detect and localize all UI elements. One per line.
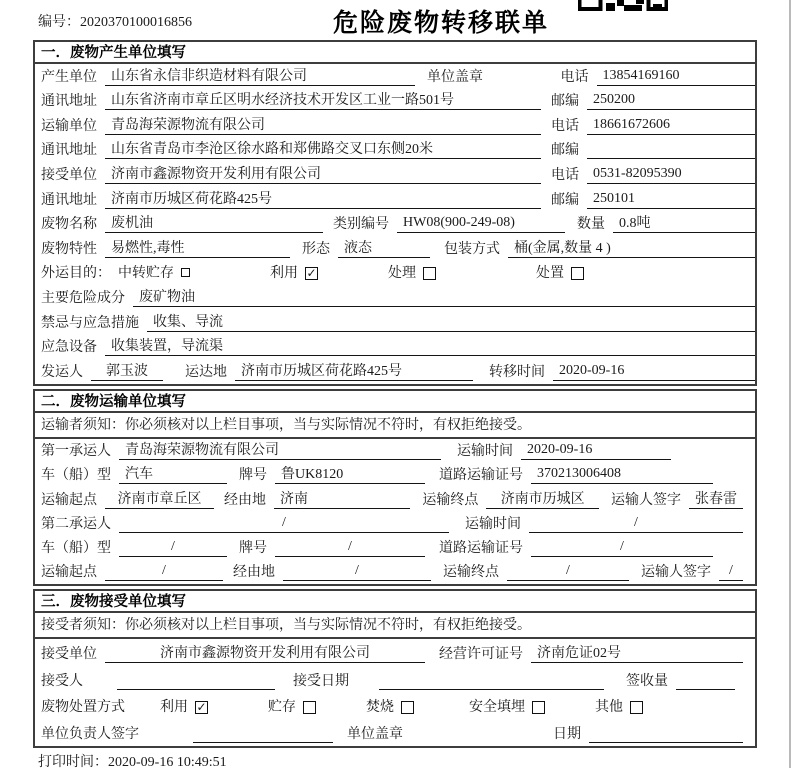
plate-label: 牌号 bbox=[239, 540, 267, 556]
page-title: 危险废物转移联单 bbox=[333, 9, 550, 37]
disposal-use-option bbox=[160, 696, 208, 716]
purpose-transfer-storage-checkbox[interactable] bbox=[181, 268, 190, 277]
first-route-via-field[interactable]: 济南 bbox=[274, 488, 410, 509]
phone-label: 电话 bbox=[551, 168, 579, 184]
scan-edge-line bbox=[789, 0, 791, 768]
disposal-burn-checkbox[interactable] bbox=[401, 701, 414, 714]
row-taboo-measures bbox=[35, 310, 755, 335]
accept-date-field[interactable] bbox=[379, 672, 604, 690]
receiver-notice: 接受者须知：你必须核对以上栏目事项，当与实际情况不符时，有权拒绝接受。 bbox=[35, 613, 755, 639]
producer-label: 产生单位 bbox=[41, 69, 97, 85]
section-transporter bbox=[33, 389, 757, 586]
section-producer-rows bbox=[35, 64, 755, 384]
acceptor-field[interactable] bbox=[117, 672, 275, 690]
document-number bbox=[38, 11, 192, 31]
row-responsible-signature bbox=[35, 719, 755, 746]
purpose-transfer-storage-label: 中转贮存 bbox=[118, 266, 174, 282]
acceptor-label: 接受人 bbox=[41, 673, 83, 689]
dispatcher-label: 发运人 bbox=[41, 364, 83, 380]
second-carrier-label: 第二承运人 bbox=[41, 516, 111, 532]
purpose-use-checkbox[interactable]: ✓ bbox=[306, 265, 317, 280]
received-quantity-label: 签收量 bbox=[626, 673, 668, 689]
address-label: 通讯地址 bbox=[41, 94, 97, 110]
accepting-unit-field[interactable]: 济南市鑫源物资开发利用有限公司 bbox=[105, 642, 425, 663]
purpose-use-option bbox=[270, 262, 318, 282]
zip-label: 邮编 bbox=[551, 143, 579, 159]
waste-name-field[interactable]: 废机油 bbox=[105, 212, 323, 233]
category-code-label: 类别编号 bbox=[333, 217, 389, 233]
qr-code-icon bbox=[578, 0, 668, 11]
row-receiver-address bbox=[35, 187, 755, 212]
receiver-address-field[interactable]: 济南市历城区荷花路425号 bbox=[105, 188, 541, 209]
transporter-address-field[interactable]: 山东省青岛市李沧区徐水路和郑佛路交叉口东侧20米 bbox=[105, 138, 541, 159]
taboo-measures-label: 禁忌与应急措施 bbox=[41, 315, 139, 331]
print-time-label: 打印时间： bbox=[38, 755, 108, 768]
date-label: 日期 bbox=[553, 727, 581, 742]
road-license-label: 道路运输证号 bbox=[439, 468, 523, 484]
section-receiver-rows bbox=[35, 639, 755, 746]
section-producer-title: 一．废物产生单位填写 bbox=[35, 42, 755, 64]
vehicle-type-label: 车（船）型 bbox=[41, 540, 111, 556]
row-disposal-method bbox=[35, 693, 755, 720]
taboo-measures-field[interactable]: 收集、导流 bbox=[147, 311, 755, 332]
responsible-signature-label: 单位负责人签字 bbox=[41, 727, 139, 742]
category-code-field[interactable]: HW08(900-249-08) bbox=[397, 215, 565, 233]
second-plate-field[interactable]: / bbox=[275, 539, 425, 557]
disposal-landfill-option bbox=[469, 696, 545, 716]
row-transporter-address bbox=[35, 138, 755, 163]
row-second-route bbox=[35, 560, 755, 584]
address-label: 通讯地址 bbox=[41, 143, 97, 159]
disposal-burn-option bbox=[366, 696, 414, 716]
row-waste-name bbox=[35, 212, 755, 237]
responsible-signature-field[interactable] bbox=[193, 725, 333, 743]
disposal-use-label: 利用 bbox=[160, 700, 188, 716]
transfer-time-field[interactable]: 2020-09-16 bbox=[553, 363, 755, 381]
row-transporter bbox=[35, 113, 755, 138]
purpose-use-label: 利用 bbox=[270, 266, 298, 282]
destination-field[interactable]: 济南市历城区荷花路425号 bbox=[235, 360, 473, 381]
route-start-label: 运输起点 bbox=[41, 492, 97, 508]
second-transport-time-field[interactable]: / bbox=[529, 515, 743, 533]
phone-label: 电话 bbox=[560, 69, 589, 85]
business-license-label: 经营许可证号 bbox=[439, 646, 523, 662]
route-end-label: 运输终点 bbox=[422, 492, 479, 508]
purpose-dispose-option bbox=[536, 262, 584, 282]
form-field[interactable]: 液态 bbox=[338, 237, 430, 258]
transport-time-label: 运输时间 bbox=[465, 516, 521, 532]
print-time bbox=[38, 751, 227, 768]
first-transport-time-field[interactable]: 2020-09-16 bbox=[521, 442, 671, 460]
row-first-vehicle bbox=[35, 463, 755, 487]
row-first-route bbox=[35, 487, 755, 511]
route-via-label: 经由地 bbox=[233, 565, 275, 581]
disposal-method-label: 废物处置方式 bbox=[41, 700, 125, 716]
receiver-field[interactable]: 济南市鑫源物资开发利用有限公司 bbox=[105, 163, 541, 184]
transfer-purpose-label: 外运目的： bbox=[41, 266, 111, 282]
row-hazard-component bbox=[35, 285, 755, 310]
disposal-store-checkbox[interactable] bbox=[303, 701, 316, 714]
waste-property-field[interactable]: 易燃性,毒性 bbox=[105, 237, 290, 258]
section-transporter-rows bbox=[35, 439, 755, 584]
accepting-unit-label: 接受单位 bbox=[41, 646, 97, 662]
route-via-label: 经由地 bbox=[223, 492, 266, 508]
second-road-license-field[interactable]: / bbox=[531, 539, 713, 557]
disposal-store-option bbox=[268, 696, 316, 716]
transport-time-label: 运输时间 bbox=[457, 444, 513, 460]
plate-label: 牌号 bbox=[239, 468, 267, 484]
section-receiver bbox=[33, 589, 757, 748]
first-plate-field[interactable]: 鲁UK8120 bbox=[275, 463, 425, 484]
row-second-vehicle bbox=[35, 536, 755, 560]
carrier-signature-label: 运输人签字 bbox=[641, 565, 711, 581]
disposal-use-checkbox[interactable]: ✓ bbox=[196, 699, 207, 714]
row-second-carrier bbox=[35, 512, 755, 536]
vehicle-type-label: 车（船）型 bbox=[41, 468, 111, 484]
sign-date-field[interactable] bbox=[589, 725, 743, 743]
first-carrier-field[interactable]: 青岛海荣源物流有限公司 bbox=[119, 439, 441, 460]
purpose-dispose-checkbox[interactable] bbox=[571, 267, 584, 280]
purpose-treat-label: 处理 bbox=[388, 266, 416, 282]
row-transfer-purpose bbox=[35, 261, 755, 286]
disposal-landfill-label: 安全填埋 bbox=[469, 700, 525, 716]
seal-label: 单位盖章 bbox=[427, 69, 483, 85]
second-route-via-field[interactable]: / bbox=[283, 563, 431, 581]
transporter-field[interactable]: 青岛海荣源物流有限公司 bbox=[105, 114, 541, 135]
transfer-time-label: 转移时间 bbox=[489, 364, 545, 380]
purpose-dispose-label: 处置 bbox=[536, 266, 564, 282]
transporter-zip-field[interactable] bbox=[587, 141, 755, 159]
row-producer bbox=[35, 64, 755, 89]
form-label: 形态 bbox=[302, 241, 330, 257]
print-time-value: 2020-09-16 10:49:51 bbox=[108, 755, 227, 768]
second-route-start-field[interactable]: / bbox=[105, 563, 223, 581]
waste-name-label: 废物名称 bbox=[41, 217, 97, 233]
section-transporter-title: 二．废物运输单位填写 bbox=[35, 391, 755, 413]
section-producer bbox=[33, 40, 757, 386]
route-start-label: 运输起点 bbox=[41, 565, 97, 581]
received-quantity-field[interactable] bbox=[676, 672, 735, 690]
carrier-signature-label: 运输人签字 bbox=[611, 492, 681, 508]
disposal-burn-label: 焚烧 bbox=[366, 700, 394, 716]
disposal-other-checkbox[interactable] bbox=[630, 701, 643, 714]
purpose-treat-option bbox=[388, 262, 436, 282]
section-receiver-title: 三．废物接受单位填写 bbox=[35, 591, 755, 613]
zip-label: 邮编 bbox=[551, 192, 579, 208]
second-carrier-signature-field[interactable]: / bbox=[719, 563, 743, 581]
dispatcher-field[interactable]: 郭玉波 bbox=[91, 360, 163, 381]
unit-seal-label: 单位盖章 bbox=[347, 727, 403, 742]
destination-label: 运达地 bbox=[185, 364, 227, 380]
disposal-landfill-checkbox[interactable] bbox=[532, 701, 545, 714]
address-label: 通讯地址 bbox=[41, 192, 97, 208]
row-waste-property bbox=[35, 236, 755, 261]
producer-address-field[interactable]: 山东省济南市章丘区明水经济技术开发区工业一路501号 bbox=[105, 89, 541, 110]
accept-date-label: 接受日期 bbox=[293, 673, 349, 689]
row-receiver bbox=[35, 162, 755, 187]
emergency-equipment-field[interactable]: 收集装置，导流渠 bbox=[105, 335, 755, 356]
row-acceptor bbox=[35, 666, 755, 693]
second-route-end-field[interactable]: / bbox=[507, 563, 629, 581]
first-road-license-field[interactable]: 370213006408 bbox=[531, 466, 713, 484]
row-emergency-equipment bbox=[35, 335, 755, 360]
row-first-carrier bbox=[35, 439, 755, 463]
waste-property-label: 废物特性 bbox=[41, 241, 97, 257]
emergency-equipment-label: 应急设备 bbox=[41, 340, 97, 356]
transporter-notice: 运输者须知：你必须核对以上栏目事项，当与实际情况不符时，有权拒绝接受。 bbox=[35, 413, 755, 439]
first-carrier-label: 第一承运人 bbox=[41, 444, 111, 460]
quantity-field[interactable]: 0.8吨 bbox=[613, 212, 755, 233]
first-route-end-field[interactable]: 济南市历城区 bbox=[486, 488, 599, 509]
packing-field[interactable]: 桶(金属,数量 4 ) bbox=[508, 237, 755, 258]
producer-zip-field[interactable]: 250200 bbox=[587, 92, 755, 110]
receiver-label: 接受单位 bbox=[41, 168, 97, 184]
first-route-start-field[interactable]: 济南市章丘区 bbox=[105, 488, 214, 509]
second-vehicle-type-field[interactable]: / bbox=[119, 539, 227, 557]
producer-field[interactable]: 山东省永信非织造材料有限公司 bbox=[105, 65, 415, 86]
route-end-label: 运输终点 bbox=[443, 565, 499, 581]
purpose-treat-checkbox[interactable] bbox=[423, 267, 436, 280]
receiver-zip-field[interactable]: 250101 bbox=[587, 191, 755, 209]
row-dispatcher bbox=[35, 359, 755, 384]
hazard-component-label: 主要危险成分 bbox=[41, 291, 125, 307]
business-license-field[interactable]: 济南危证02号 bbox=[531, 642, 743, 663]
quantity-label: 数量 bbox=[577, 217, 605, 233]
disposal-store-label: 贮存 bbox=[268, 700, 296, 716]
transporter-label: 运输单位 bbox=[41, 118, 97, 134]
zip-label: 邮编 bbox=[551, 94, 579, 110]
producer-phone-field[interactable]: 13854169160 bbox=[597, 68, 756, 86]
disposal-other-label: 其他 bbox=[595, 700, 623, 716]
disposal-other-option bbox=[595, 696, 643, 716]
packing-label: 包装方式 bbox=[444, 241, 500, 257]
first-carrier-signature-field[interactable]: 张春雷 bbox=[689, 488, 743, 509]
purpose-transfer-storage-option bbox=[118, 262, 190, 282]
document-number-label: 编号： bbox=[38, 15, 80, 30]
road-license-label: 道路运输证号 bbox=[439, 540, 523, 556]
document-number-value: 2020370100016856 bbox=[80, 15, 192, 30]
document-header bbox=[0, 0, 796, 40]
second-carrier-field[interactable]: / bbox=[119, 515, 449, 533]
hazard-component-field[interactable]: 废矿物油 bbox=[133, 286, 755, 307]
row-producer-address bbox=[35, 89, 755, 114]
phone-label: 电话 bbox=[551, 118, 579, 134]
row-accepting-unit bbox=[35, 639, 755, 666]
transporter-phone-field[interactable]: 18661672606 bbox=[587, 117, 755, 135]
receiver-phone-field[interactable]: 0531-82095390 bbox=[587, 166, 755, 184]
first-vehicle-type-field[interactable]: 汽车 bbox=[119, 463, 227, 484]
